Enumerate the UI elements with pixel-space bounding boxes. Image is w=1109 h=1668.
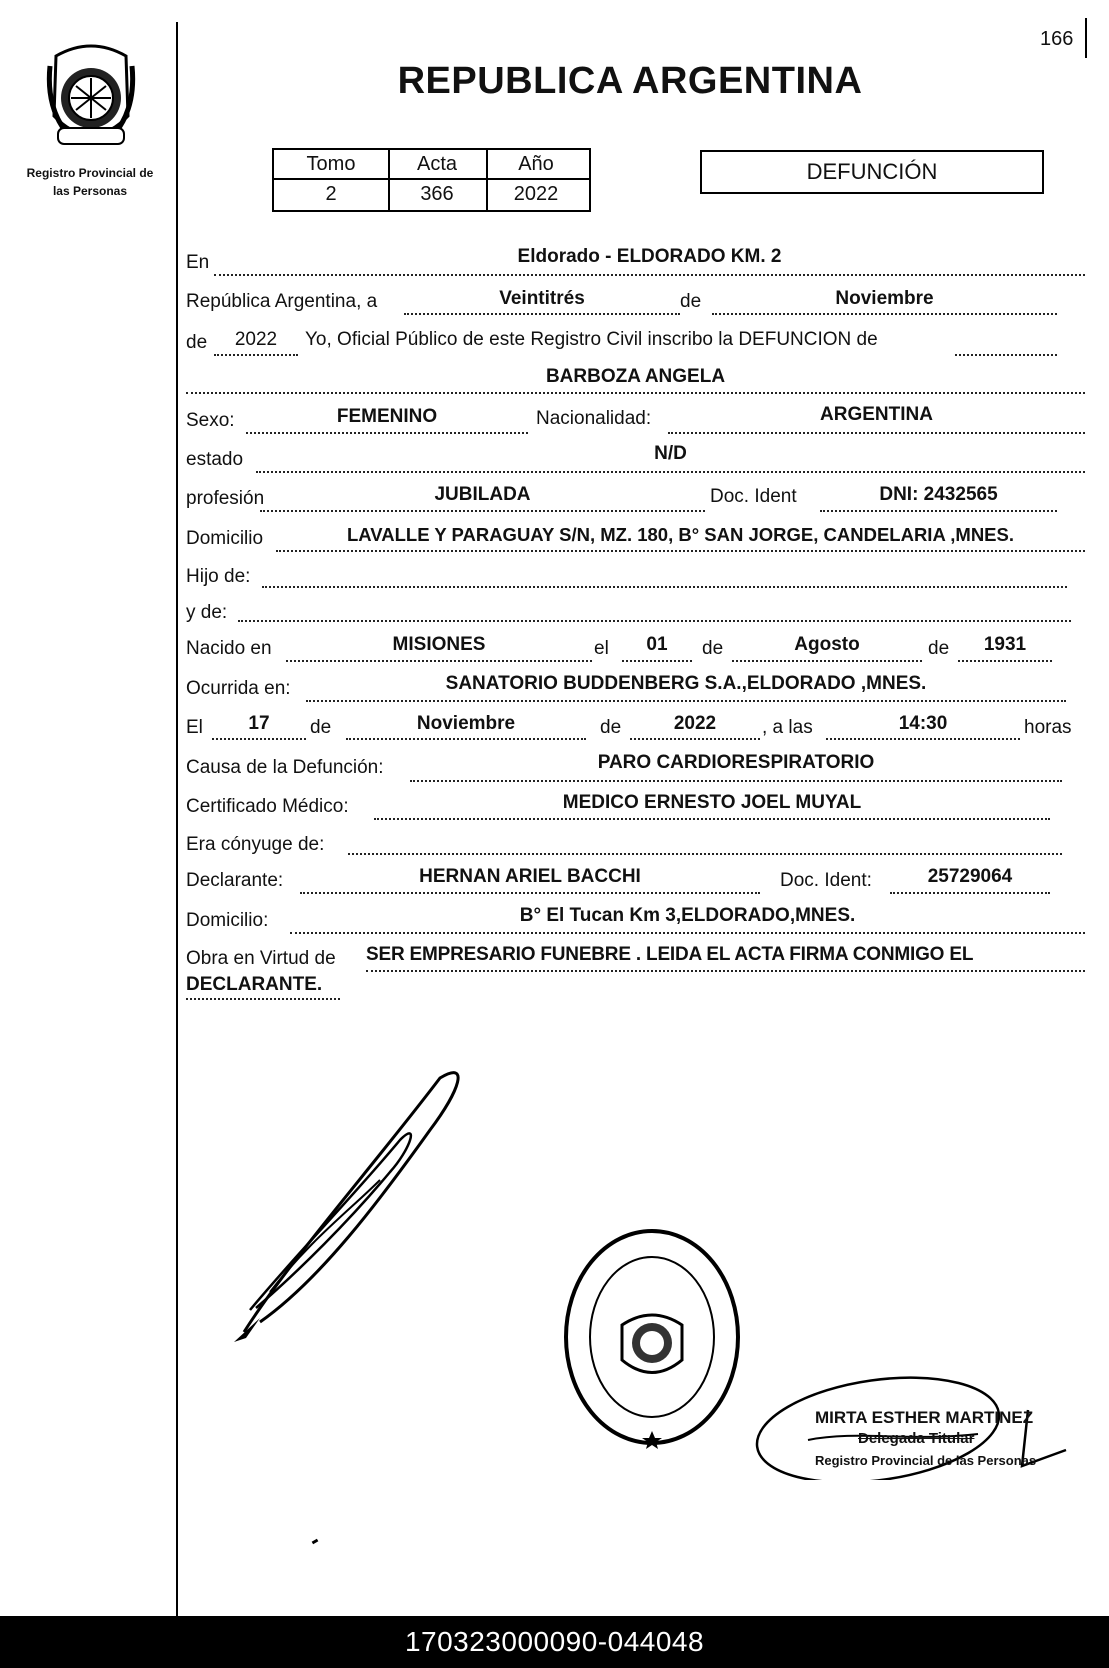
official-stamp [560,1225,745,1450]
conyuge-line [348,853,1062,855]
de2-label: de [186,332,208,353]
domicilio-value: LAVALLE Y PARAGUAY S/N, MZ. 180, B° SAN JORGE, CANDELARIA ,MNES. [347,524,1014,545]
de6-label: de [600,717,622,738]
nac-dia-line [622,660,692,662]
death-day: 17 [248,713,270,734]
conyuge-label: Era cónyuge de: [186,834,325,855]
sexo-value: FEMENINO [336,406,438,427]
ocurrida-value: SANATORIO BUDDENBERG S.A.,ELDORADO ,MNES. [445,673,927,694]
estado-line [256,471,1085,473]
province-coat-of-arms-logo [36,36,146,154]
el-label: el [594,638,609,659]
doc-type-box [700,150,1044,194]
obra-value-line1: SER EMPRESARIO FUNEBRE . LEIDA EL ACTA FIRMA CONMIGO EL [366,944,974,965]
margin-rule [176,22,178,1616]
nacionalidad-value: ARGENTINA [820,404,933,425]
decl-dom-line [290,932,1085,934]
anio-value: 2022 [513,183,559,205]
obra-value-line2: DECLARANTE. [186,974,323,995]
certificado-label: Certificado Médico: [186,796,349,817]
inscribo-line [955,354,1057,356]
hijo-line [262,586,1067,588]
causa-label: Causa de la Defunción: [186,757,384,778]
horas-label: horas [1024,717,1072,738]
decl-doc-label: Doc. Ident: [780,870,872,891]
death-time: 14:30 [898,713,948,734]
certificado-line [374,818,1050,820]
page-number: 166 [1040,28,1074,50]
death-month-2: Noviembre [416,713,516,734]
inscribo-label: Yo, Oficial Público de este Registro Civil inscribo la DEFUNCION de [305,329,878,350]
anio-line [214,354,298,356]
decl-dom-value: B° El Tucan Km 3,ELDORADO,MNES. [519,905,856,926]
birth-year: 1931 [983,634,1027,655]
anio-header: Año [518,153,554,175]
death-year-2: 2022 [673,713,717,734]
de4-label: de [928,638,950,659]
docident-value: DNI: 2432565 [879,484,998,505]
death-month: Noviembre [835,288,934,309]
official-org: Registro Provincial de las Personas [815,1453,1037,1468]
ocurrida-line [306,700,1066,702]
estado-label: estado [186,449,244,470]
death-year: 2022 [234,329,278,350]
nacionalidad-label: Nacionalidad: [536,408,652,429]
declarant-signature [230,1060,490,1350]
dia-line [404,313,680,315]
ocurrida-label: Ocurrida en: [186,678,291,699]
domicilio-label: Domicilio [186,528,264,549]
sexo-label: Sexo: [186,410,235,431]
obra-line [366,970,1085,972]
El-label: El [186,717,203,738]
registry-label-line1: Registro Provincial de [26,166,154,180]
nac-anio-line [958,660,1052,662]
obra-label: Obra en Virtud de [186,948,336,969]
nac-mes-line [732,660,922,662]
de1-label: de [680,291,702,312]
profesion-line [260,510,705,512]
doc-type: DEFUNCIÓN [806,159,938,184]
yde-line [238,620,1071,622]
declarante-line [300,892,760,894]
hijo-label: Hijo de: [186,566,251,587]
profesion-value: JUBILADA [434,484,531,505]
alas-label: , a las [762,717,813,738]
declarante-label: Declarante: [186,870,284,891]
barcode-number: 170323000090-044048 [404,1626,705,1657]
en-value: Eldorado - ELDORADO KM. 2 [517,246,782,267]
estado-value: N/D [654,443,687,464]
official-name: MIRTA ESTHER MARTINEZ [815,1408,1034,1427]
official-role: Delegada Titular [858,1430,975,1447]
birth-month: Agosto [794,634,860,655]
page-title: REPUBLICA ARGENTINA [397,60,863,102]
decl-doc-value: 25729064 [927,866,1013,887]
nacido-value: MISIONES [392,634,486,655]
profesion-label: profesión [186,488,265,509]
def-anio-line [630,738,760,740]
causa-value: PARO CARDIORESPIRATORIO [597,752,875,773]
nacido-line [286,660,592,662]
tomo-value: 2 [325,183,337,205]
sexo-line [246,432,528,434]
tomo-header: Tomo [306,153,356,175]
domicilio-line [276,550,1085,552]
stray-mark [312,1539,319,1545]
certificado-value: MEDICO ERNESTO JOEL MUYAL [562,792,862,813]
registry-label-line2: las Personas [52,184,128,198]
right-edge-rule [1085,18,1087,58]
decl-dom-label: Domicilio: [186,910,269,931]
en-line [214,274,1085,276]
death-day-word: Veintitrés [499,288,585,309]
decl-doc-line [890,892,1050,894]
acta-header: Acta [416,153,458,175]
def-mes-line [346,738,586,740]
nacido-label: Nacido en [186,638,272,659]
obra-line-2 [186,998,340,1000]
en-label: En [186,252,210,273]
birth-day: 01 [646,634,668,655]
mes-line [712,313,1057,315]
de3-label: de [702,638,724,659]
de5-label: de [310,717,332,738]
docident-label: Doc. Ident [710,486,797,507]
nacionalidad-line [668,432,1085,434]
footer-bar [0,1616,1109,1668]
acta-value: 366 [420,183,454,205]
docident-line [820,510,1057,512]
def-hora-line [826,738,1020,740]
republica-label: República Argentina, a [186,291,378,312]
yde-label: y de: [186,602,228,623]
causa-line [410,780,1062,782]
def-dia-line [212,738,306,740]
nombre-line [186,392,1085,394]
deceased-name: BARBOZA ANGELA [545,366,726,387]
declarante-value: HERNAN ARIEL BACCHI [419,866,641,887]
